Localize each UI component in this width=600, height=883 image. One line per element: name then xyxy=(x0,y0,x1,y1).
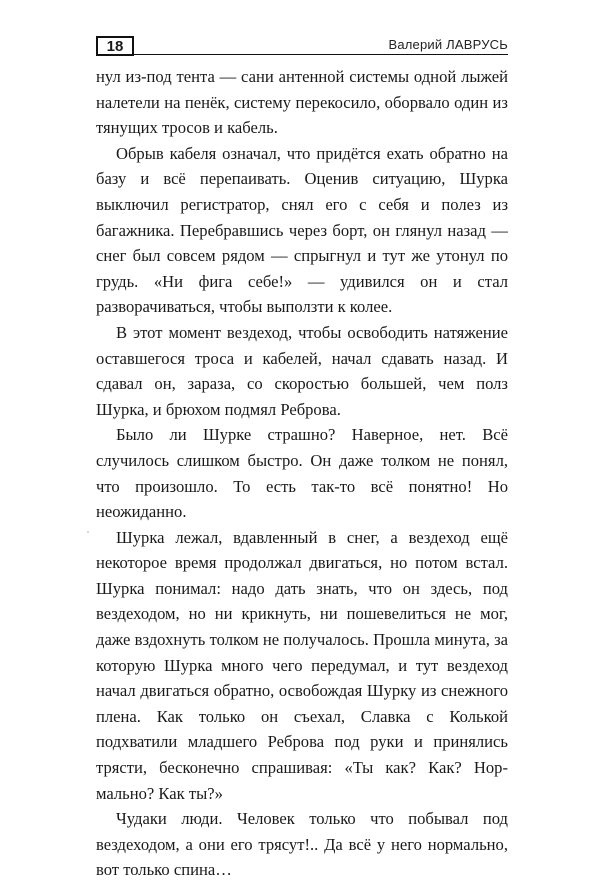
paragraph: Было ли Шурке страшно? Наверное, нет. Всё случилось слишком быстро. Он даже толком не понял, что произошло. То есть так-то всё понятно! Но неожиданно. xyxy=(96,425,508,522)
paragraph: Шурка лежал, вдавленный в снег, а вездеход ещё некоторое время продолжал двигаться, но потом встал. Шурка понимал: надо дать знать, что он здесь, под вездеходом, но ни крикнуть, ни пошевелиться не мог, даже вздохнуть толком не получалось. Прошла минута, за которую Шурка много чего передумал, и тут вездеход начал двигаться обратно, освобождая Шурку из снежного плена. Как только он съехал, Славка с Колькой подхватили младшего Реброва под руки и принялись трясти, бесконечно спрашивая: «Ты как? Как? Нормально? Как ты?» xyxy=(96,527,508,803)
scan-speck xyxy=(87,531,89,533)
body-text xyxy=(96,64,508,883)
page-number: 18 xyxy=(96,36,134,56)
paragraph: нул из-под тента — сани антенной системы одной лыжей налетели на пенёк, систему перекосило, оборвало один из тянущих тросов и кабель. xyxy=(96,67,508,138)
paragraph: Чудаки люди. Человек только что побывал под вездеходом, а они его трясут!.. Да всё у него нормально, вот только спина… xyxy=(96,809,508,880)
paragraph: В этот момент вездеход, чтобы освободить натяжение оставшегося троса и кабелей, начал сдавать назад. И сдавал он, зараза, со скоростью большей, чем полз Шурка, и брюхом подмял Реброва. xyxy=(96,322,508,419)
page-header xyxy=(96,36,508,58)
paragraph: Обрыв кабеля означал, что придётся ехать обратно на базу и всё перепаивать. Оценив ситуацию, Шурка выключил регистратор, снял его с себя и полез из багажника. Перебравшись через борт, он глянул назад — снег был совсем рядом — спрыгнул и тут же утонул по грудь. «Ни фига себе!» — удивился он и стал разворачиваться, чтобы выползти к колее. xyxy=(96,143,508,317)
header-rule xyxy=(132,54,508,55)
running-head: Валерий ЛАВРУСЬ xyxy=(388,37,508,52)
